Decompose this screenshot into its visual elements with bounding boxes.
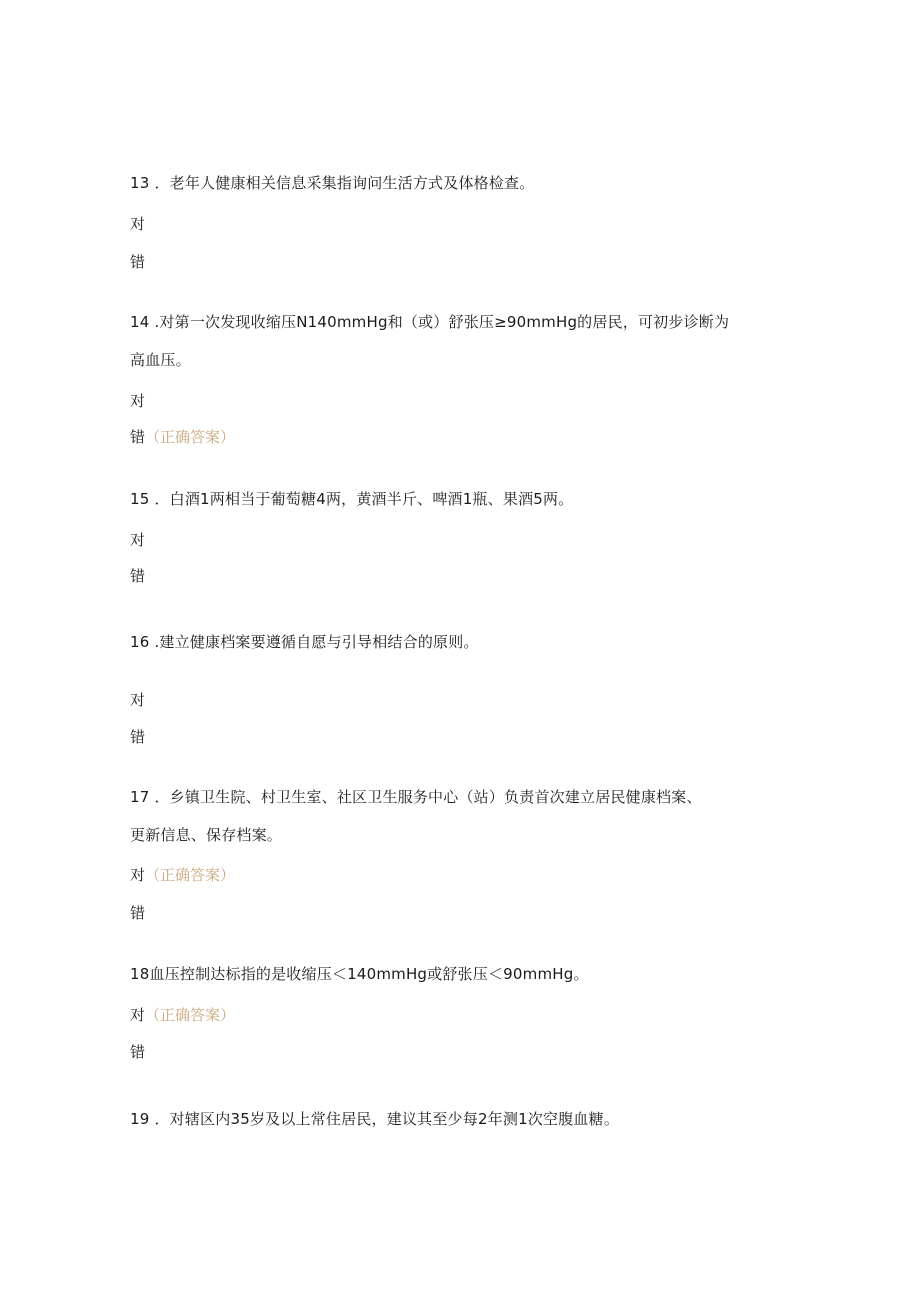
option-label: 对 [130,691,146,709]
question-15-option-true[interactable] [130,530,145,550]
question-18-stem: 18血压控制达标指的是收缩压＜140mmHg或舒张压＜90mmHg。 [130,965,589,983]
option-label: 错 [130,428,146,446]
question-15-option-false[interactable] [130,566,145,586]
question-17-stem: 17 ．乡镇卫生院、村卫生室、社区卫生服务中心（站）负责首次建立居民健康档案、 [130,788,702,806]
question-16-option-false[interactable] [130,727,145,747]
correct-answer-tag: （正确答案） [145,1006,236,1024]
option-label: 对 [130,531,146,549]
option-label: 对 [130,392,146,410]
question-14-stem-continued: 高血压。 [130,351,191,369]
option-label: 错 [130,904,146,922]
option-label: 对 [130,215,146,233]
option-label: 对 [130,866,146,884]
question-13-option-true[interactable] [130,214,145,234]
correct-answer-tag: （正确答案） [145,866,236,884]
question-17-stem-continued: 更新信息、保存档案。 [130,826,283,844]
option-label: 错 [130,567,146,585]
question-17-option-true[interactable] [130,865,235,885]
question-14-stem: 14 .对第一次发现收缩压N140mmHg和（或）舒张压≥90mmHg的居民，可初步诊断为 [130,313,730,331]
question-13-option-false[interactable] [130,252,145,272]
question-16-stem: 16 .建立健康档案要遵循自愿与引导相结合的原则。 [130,633,479,651]
option-label: 错 [130,728,146,746]
question-15-stem: 15 ．白酒1两相当于葡萄糖4两，黄酒半斤、啤酒1瓶、果酒5两。 [130,490,574,508]
question-14-option-true[interactable] [130,391,145,411]
option-label: 对 [130,1006,146,1024]
question-16-option-true[interactable] [130,690,145,710]
question-13-stem: 13 ．老年人健康相关信息采集指询问生活方式及体格检查。 [130,174,535,192]
option-label: 错 [130,1043,146,1061]
question-18-option-false[interactable] [130,1042,145,1062]
correct-answer-tag: （正确答案） [145,428,236,446]
option-label: 错 [130,253,146,271]
question-19-stem: 19 ．对辖区内35岁及以上常住居民，建议其至少每2年测1次空腹血糖。 [130,1110,620,1128]
question-17-option-false[interactable] [130,903,145,923]
question-18-option-true[interactable] [130,1005,235,1025]
question-14-option-false[interactable] [130,427,235,447]
